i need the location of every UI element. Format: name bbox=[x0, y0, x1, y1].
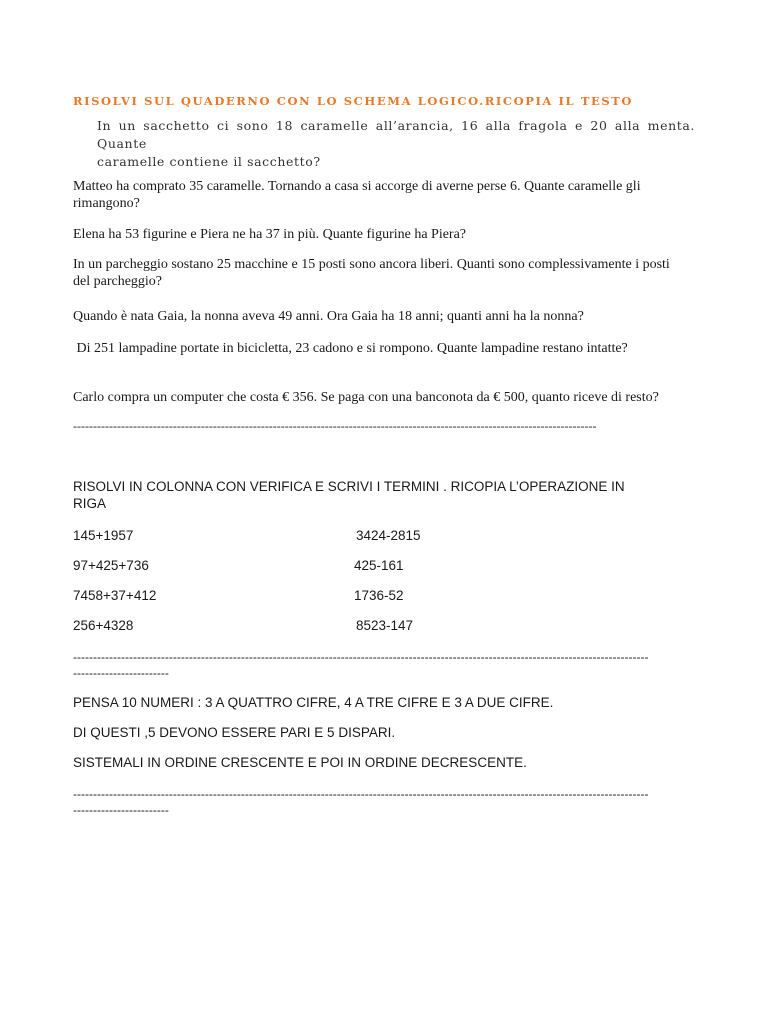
operation-left-4: 256+4328 bbox=[73, 618, 134, 633]
problem-parcheggio-line2: del parcheggio? bbox=[73, 274, 163, 289]
operation-left-3: 7458+37+412 bbox=[73, 588, 157, 603]
operation-left-1: 145+1957 bbox=[73, 528, 134, 543]
section2-heading bbox=[73, 478, 625, 512]
problem-matteo-line2: rimangono? bbox=[73, 196, 140, 211]
intro-problem-line2: caramelle contiene il sacchetto? bbox=[97, 154, 321, 169]
operation-right-4: 8523-147 bbox=[356, 618, 414, 633]
instruction-pensa: PENSA 10 NUMERI : 3 A QUATTRO CIFRE, 4 A TRE CIFRE E 3 A DUE CIFRE. bbox=[73, 695, 554, 710]
separator-2-line2: ------------------------ bbox=[73, 666, 169, 680]
problem-parcheggio-line1: In un parcheggio sostano 25 macchine e 15 posti sono ancora liberi. Quanti sono complessivamente i posti bbox=[73, 257, 670, 272]
operation-right-1: 3424-2815 bbox=[356, 528, 421, 543]
separator-3 bbox=[73, 786, 695, 818]
separator-1: ----------------------------------------------------------------------------------------------------------------------------------- bbox=[73, 419, 597, 433]
operation-right-3: 1736-52 bbox=[354, 588, 404, 603]
intro-problem-line1: In un sacchetto ci sono 18 caramelle all’arancia, 16 alla fragola e 20 alla menta. Quante bbox=[97, 118, 695, 151]
problem-gaia: Quando è nata Gaia, la nonna aveva 49 anni. Ora Gaia ha 18 anni; quanti anni ha la nonna? bbox=[73, 309, 584, 324]
operation-right-2: 425-161 bbox=[354, 558, 404, 573]
instruction-ordine: SISTEMALI IN ORDINE CRESCENTE E POI IN ORDINE DECRESCENTE. bbox=[73, 755, 527, 770]
instruction-pari-dispari: DI QUESTI ,5 DEVONO ESSERE PARI E 5 DISPARI. bbox=[73, 725, 396, 740]
problem-elena: Elena ha 53 figurine e Piera ne ha 37 in più. Quante figurine ha Piera? bbox=[73, 227, 467, 242]
problem-carlo: Carlo compra un computer che costa € 356. Se paga con una banconota da € 500, quanto riceve di resto? bbox=[73, 390, 659, 405]
separator-3-line2: ------------------------ bbox=[73, 803, 169, 817]
separator-3-line1: ------------------------------------------------------------------------------------------------------------------------------------------------ bbox=[73, 787, 649, 801]
problem-matteo bbox=[73, 178, 641, 212]
separator-2-line1: ------------------------------------------------------------------------------------------------------------------------------------------------ bbox=[73, 650, 649, 664]
intro-problem bbox=[97, 117, 695, 171]
problem-lampadine: Di 251 lampadine portate in bicicletta, 23 cadono e si rompono. Quante lampadine restano intatte? bbox=[73, 341, 628, 356]
problem-matteo-line1: Matteo ha comprato 35 caramelle. Tornando a casa si accorge di averne perse 6. Quante caramelle gli bbox=[73, 179, 641, 194]
operation-left-2: 97+425+736 bbox=[73, 558, 149, 573]
problem-parcheggio bbox=[73, 256, 670, 290]
section2-heading-line1: RISOLVI IN COLONNA CON VERIFICA E SCRIVI I TERMINI . RICOPIA L’OPERAZIONE IN bbox=[73, 479, 625, 494]
section2-heading-line2: RIGA bbox=[73, 496, 107, 511]
separator-2 bbox=[73, 649, 695, 681]
section1-heading: RISOLVI SUL QUADERNO CON LO SCHEMA LOGICO.RICOPIA IL TESTO bbox=[73, 94, 634, 108]
